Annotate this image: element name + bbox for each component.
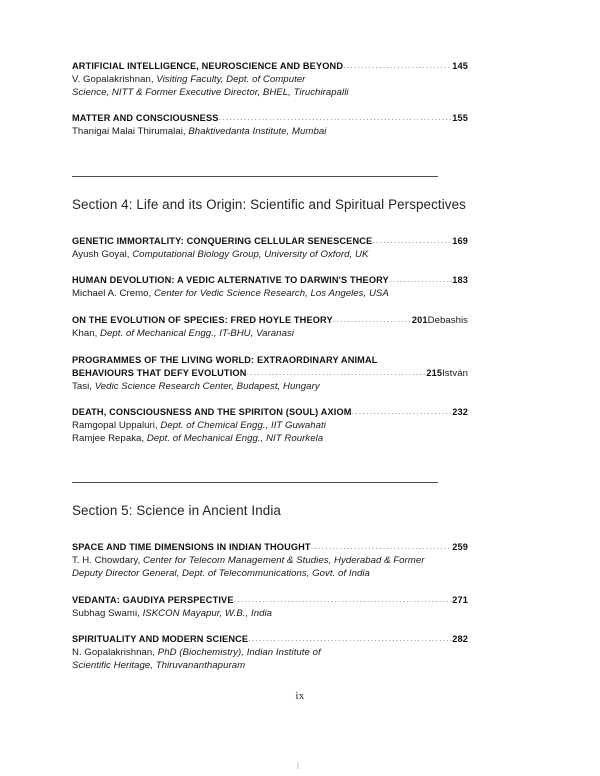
author-name-text: V. Gopalakrishnan, <box>72 74 157 85</box>
entry-title-line <box>72 541 468 554</box>
entry-title-line <box>72 274 468 287</box>
author-line <box>72 74 468 87</box>
entry-overflow-author-name: Debashis <box>427 314 468 326</box>
affiliation-text: Scientific Heritage, Thiruvananthapuram <box>72 659 246 671</box>
dot-leader <box>352 405 453 418</box>
dot-leader <box>234 593 453 606</box>
dot-leader <box>311 540 453 553</box>
author-name-text: Ramgopal Uppaluri, <box>72 420 161 432</box>
entry-title-line <box>72 633 468 646</box>
entry-title-text: DEATH, CONSCIOUSNESS AND THE SPIRITON (SOUL) AXIOM <box>72 407 352 418</box>
entry-authors <box>72 420 468 445</box>
entry-title-line <box>72 235 468 248</box>
affiliation-text: Science, NITT & Former Executive Director, BHEL, Tiruchirapalli <box>72 86 349 98</box>
spacer <box>72 213 468 235</box>
entry-title-text: MATTER AND CONSCIOUSNESS <box>72 113 219 124</box>
toc-entry[interactable] <box>72 633 468 672</box>
entry-page-number: 201 <box>411 314 428 325</box>
author-name-text: Tasi, <box>72 380 95 392</box>
entry-title-line <box>72 112 468 125</box>
affiliation-text: Dept. of Chemical Engg., IIT Guwahati <box>160 420 326 432</box>
author-line <box>72 647 468 660</box>
toc-entry[interactable] <box>72 112 468 139</box>
entry-authors <box>72 328 468 341</box>
dot-leader <box>333 313 412 326</box>
affiliation-text: ISKCON Mayapur, W.B., India <box>142 607 273 619</box>
entry-authors <box>72 288 468 301</box>
dot-leader <box>389 273 452 286</box>
dot-leader <box>219 111 453 124</box>
entry-title-text: BEHAVIOURS THAT DEFY EVOLUTION <box>72 367 247 378</box>
entry-title-text: GENETIC IMMORTALITY: CONQUERING CELLULAR SENESCENCE <box>72 235 373 246</box>
author-name-text: Subhag Swami, <box>72 607 143 619</box>
dot-leader <box>372 234 452 247</box>
dot-leader <box>343 59 452 72</box>
entry-title-line-2 <box>72 367 468 380</box>
author-line <box>72 87 468 100</box>
entry-title-text: SPACE AND TIME DIMENSIONS IN INDIAN THOUGHT <box>72 542 311 553</box>
entry-page-number: 183 <box>452 275 468 286</box>
author-name-text: Thanigai Malai Thirumalai, <box>72 126 189 138</box>
entry-authors <box>72 381 468 394</box>
entry-title-text: SPIRITUALITY AND MODERN SCIENCE <box>72 634 249 645</box>
entry-title-text: VEDANTA: GAUDIYA PERSPECTIVE <box>72 594 234 605</box>
entry-title-line <box>72 314 468 327</box>
spacer <box>72 519 468 541</box>
entry-authors <box>72 647 468 672</box>
toc-entry[interactable] <box>72 594 468 621</box>
author-line <box>72 555 468 568</box>
author-name-text: T. H. Chowdary, <box>72 555 143 567</box>
scan-artifact <box>297 762 299 769</box>
entry-title-line <box>72 406 468 419</box>
affiliation-text: Center for Vedic Science Research, Los Angeles, USA <box>153 288 389 300</box>
entry-title-text: ARTIFICIAL INTELLIGENCE, NEUROSCIENCE AND BEYOND <box>72 61 344 71</box>
toc-entry[interactable] <box>72 314 468 341</box>
author-name-text: N. Gopalakrishnan, <box>72 647 158 659</box>
affiliation-text: Dept. of Mechanical Engg., IT-BHU, Varanasi <box>100 327 294 339</box>
author-line <box>72 433 468 446</box>
affiliation-text: Visiting Faculty, Dept. of Computer <box>156 74 306 85</box>
author-line <box>72 249 468 262</box>
affiliation-text: Bhaktivedanta Institute, Mumbai <box>188 126 327 138</box>
entry-page-number: 271 <box>452 594 468 605</box>
entry-page-number: 215 <box>426 367 443 378</box>
spacer <box>72 152 468 176</box>
author-name-text: Ramjee Repaka, <box>72 432 147 444</box>
author-line <box>72 660 468 673</box>
toc-content <box>72 60 468 685</box>
entry-title-line <box>72 594 468 607</box>
toc-entry[interactable] <box>72 406 468 445</box>
entry-page-number: 232 <box>452 407 468 418</box>
entry-authors <box>72 74 468 99</box>
entry-page-number: 282 <box>452 634 468 645</box>
page-folio: ix <box>295 690 305 702</box>
toc-entry[interactable] <box>72 354 468 394</box>
dot-leader <box>246 366 426 379</box>
author-name-text: Khan, <box>72 327 101 339</box>
dot-leader <box>248 632 452 645</box>
entry-authors <box>72 608 468 621</box>
spacer <box>72 483 468 502</box>
spacer <box>72 458 468 482</box>
author-name-text: Ayush Goyal, <box>72 248 133 260</box>
entry-title-text: ON THE EVOLUTION OF SPECIES: FRED HOYLE THEORY <box>72 314 333 325</box>
author-line <box>72 126 468 139</box>
entry-page-number: 169 <box>452 235 468 246</box>
affiliation-text: Vedic Science Research Center, Budapest, Hungary <box>94 380 320 392</box>
entry-title-line-1: PROGRAMMES OF THE LIVING WORLD: EXTRAORDINARY ANIMAL <box>72 354 378 365</box>
affiliation-text: Center for Telecom Management & Studies, Hyderabad & Former <box>143 555 425 567</box>
toc-entry[interactable] <box>72 274 468 301</box>
affiliation-text: Computational Biology Group, University of Oxford, UK <box>132 248 369 260</box>
entry-title-text: HUMAN DEVOLUTION: A VEDIC ALTERNATIVE TO DARWIN'S THEORY <box>72 275 389 286</box>
author-line <box>72 608 468 621</box>
author-name-text: Michael A. Cremo, <box>72 288 154 300</box>
entry-page-number: 155 <box>452 113 468 124</box>
entry-page-number: 259 <box>452 542 468 553</box>
author-line <box>72 381 468 394</box>
author-line <box>72 288 468 301</box>
toc-entry[interactable] <box>72 235 468 262</box>
toc-entry[interactable] <box>72 60 468 99</box>
entry-authors <box>72 249 468 262</box>
affiliation-text: Deputy Director General, Dept. of Telecommunications, Govt. of India <box>72 567 370 579</box>
entry-authors <box>72 555 468 580</box>
author-line <box>72 420 468 433</box>
toc-entry[interactable] <box>72 541 468 580</box>
entry-title-line <box>72 60 468 73</box>
section-heading: Section 4: Life and its Origin: Scientific and Spiritual Perspectives <box>72 196 466 212</box>
affiliation-text: PhD (Biochemistry), Indian Institute of <box>157 647 321 659</box>
section-heading: Section 5: Science in Ancient India <box>72 503 281 519</box>
entry-page-number: 145 <box>452 61 468 71</box>
entry-authors <box>72 126 468 139</box>
spacer <box>72 177 468 196</box>
affiliation-text: Dept. of Mechanical Engg., NIT Rourkela <box>146 432 324 444</box>
entry-overflow-author-name: István <box>442 367 468 379</box>
author-line <box>72 568 468 581</box>
author-line <box>72 328 468 341</box>
